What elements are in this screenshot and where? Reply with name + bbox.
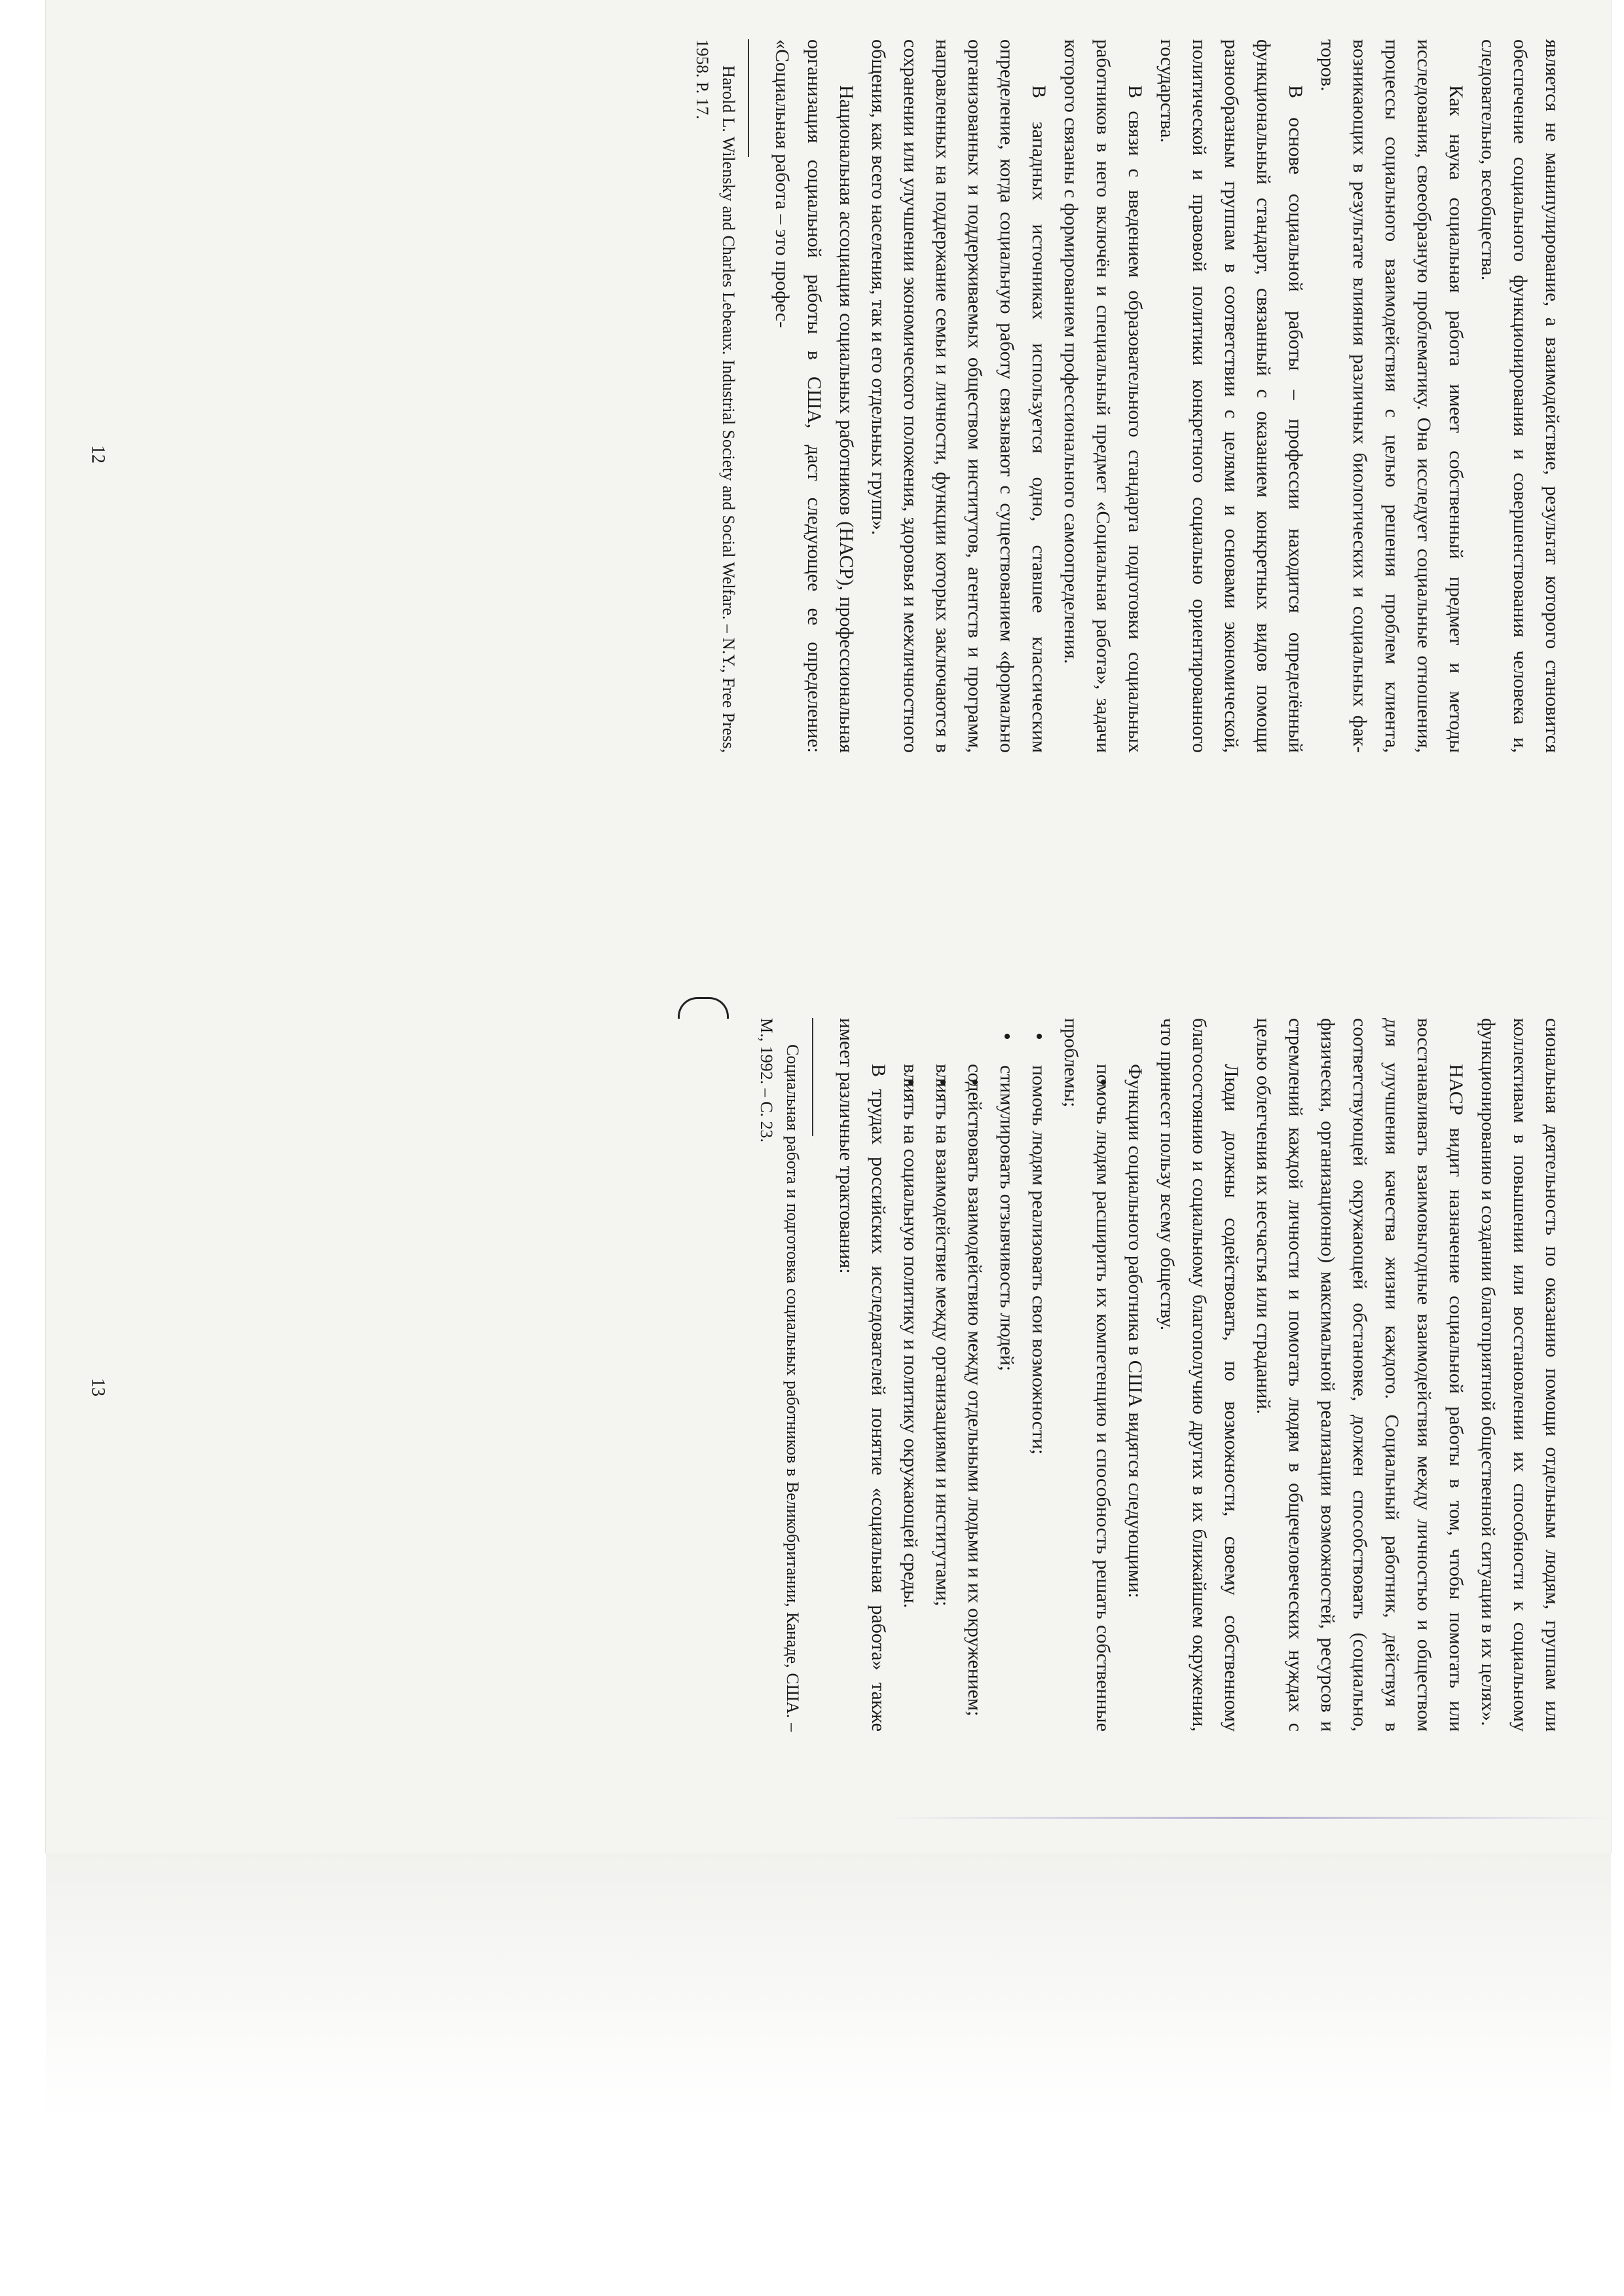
paragraph: В западных источниках используется одно, ставшее классическим определение, когда социальную работу связывают с существованием «формально организованных и поддерживаемых обществом институтов, агентств и программ, направленных на поддержание семьи и личности, функции которых заключаются в сохранении или улучшении экономического положения, здоровья и межличностного общения, как всего населения, так и его отдельных групп». bbox=[868, 39, 1050, 753]
list-item: • влиять на социальную политику и политику окружающей среды. bbox=[895, 1018, 927, 1732]
handwritten-bracket bbox=[678, 997, 729, 1019]
paragraph: Национальная ассоциация социальных работников (НАСР), профессиональная организация социальной работы в США, даст следующее ее определение: «Социальная работа – это профес- bbox=[771, 39, 857, 753]
paragraph: НАСР видит назначение социальной работы в том, чтобы помогать или восстанавливать взаимовыгодные взаимодействия между личностью и обществом для улучшения качества жизни каждого. Социальный работник, действуя в соответствующей окружающей обстановке, должен способствовать (социально, физически, организационно) максимальной реализации возможностей, ресурсов и стремлений каждой личности и помогать людям в общечеловеческих нуждах с целью облегчения их несчастья или страданий. bbox=[1253, 1018, 1467, 1732]
page-number: 13 bbox=[88, 1378, 108, 1396]
right-text-column bbox=[753, 1018, 1568, 1732]
list-item: • влиять на взаимодействие между организациями и институтами; bbox=[927, 1018, 959, 1732]
list-item: • помочь людям расширить их компетенцию и способность решать собственные проблемы; bbox=[1055, 1018, 1119, 1732]
footnote-rule bbox=[748, 39, 749, 157]
paragraph: В связи с введением образовательного стандарта подготовки социальных работников в него включён и специальный предмет «Социальная работа», задачи которого связаны с формированием профессионального самоопределения. bbox=[1060, 39, 1146, 753]
page-number: 12 bbox=[88, 445, 108, 464]
left-text-column bbox=[689, 39, 1568, 753]
footnote: Социальная работа и подготовка социальных работников в Великобритании, Канаде, США. – М., 1992. – С. 23. bbox=[757, 1018, 802, 1732]
book-spread bbox=[29, 0, 1595, 1853]
page-right bbox=[29, 926, 1595, 1853]
paragraph: сиональная деятельность по оказанию помощи отдельным людям, группам или коллективам в повышении или восстановлении их способности к социальному функционированию и создании благоприятной общественной ситуации в их целях». bbox=[1477, 1018, 1563, 1732]
paragraph: В трудах российских исследователей понятие «социальная работа» также имеет различные трактования: bbox=[836, 1018, 889, 1732]
paragraph: Функции социального работника в США видятся следующими: bbox=[1124, 1064, 1146, 1598]
paragraph: В основе социальной работы – профессии находится определённый функциональный стандарт, связанный с оказанием конкретных видов помощи разнообразным группам в соответствии с целями и основами экономической, политической и правовой политики конкретного социально ориентированного государства. bbox=[1156, 39, 1306, 753]
paragraph: Люди должны содействовать, по возможности, своему собственному благосостоянию и социальному благополучию других в их ближайшем окружении, что принесет пользу всему обществу. bbox=[1156, 1018, 1242, 1732]
paragraph: Как наука социальная работа имеет собственный предмет и методы исследования, своеобразную проблематику. Она исследует социальные отношения, процессы социального взаимодействия с целью решения проблем клиента, возникающих в результате влияния различных биологических и социальных факторов. bbox=[1317, 39, 1467, 753]
functions-list bbox=[895, 1018, 1119, 1732]
paragraph: является не манипулирование, а взаимодействие, результат которого становится обеспечение социального функционирования и совершенствования человека и, следовательно, всеобщества. bbox=[1477, 39, 1563, 753]
footnote: Harold L. Wilensky and Charles Lebeaux. Industrial Society and Social Welfare. – N.Y., Free Press, 1958. P. 17. bbox=[693, 39, 738, 753]
list-item: • помочь людям реализовать свои возможности; bbox=[1023, 1018, 1055, 1732]
footnote-rule bbox=[812, 1018, 813, 1136]
blank-scan-area bbox=[46, 1853, 1611, 2296]
list-item: • стимулировать отзывчивость людей; bbox=[991, 1018, 1023, 1732]
list-item: • содействовать взаимодействию между отдельными людьми и их окружением; bbox=[959, 1018, 991, 1732]
page-left bbox=[29, 0, 1595, 926]
